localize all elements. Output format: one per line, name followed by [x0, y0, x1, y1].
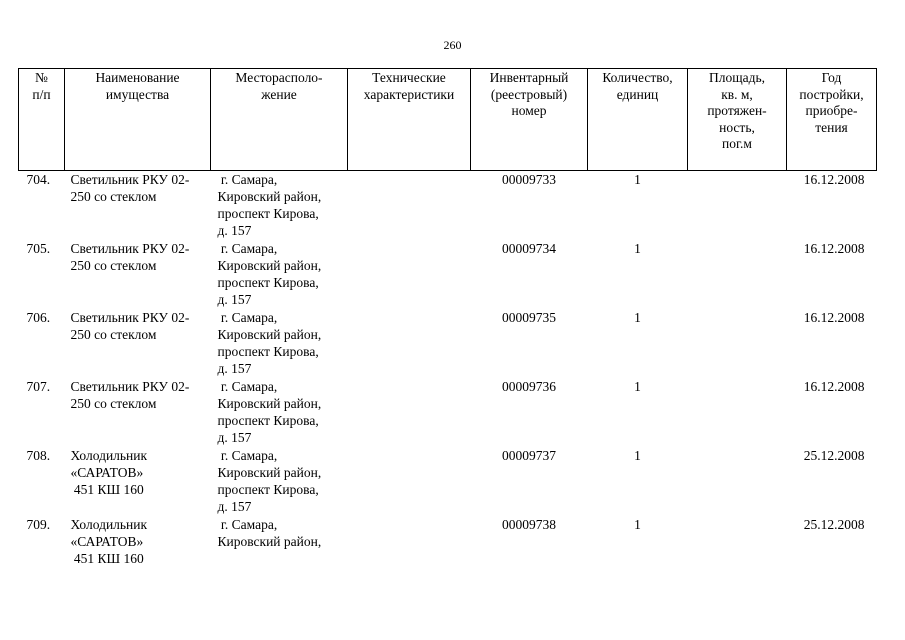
header-year: Год постройки, приобре- тения	[787, 69, 877, 171]
item-inventory-number: 00009737	[502, 448, 556, 463]
item-area	[688, 309, 787, 378]
item-technical	[348, 378, 471, 447]
item-date: 25.12.2008	[803, 448, 865, 463]
item-quantity: 1	[634, 310, 641, 325]
item-date: 16.12.2008	[803, 310, 865, 325]
header-quantity: Количество, единиц	[588, 69, 688, 171]
row-number: 706.	[26, 310, 51, 325]
header-number: № п/п	[19, 69, 65, 171]
header-inventory: Инвентарный (реестровый) номер	[471, 69, 588, 171]
item-quantity: 1	[634, 448, 641, 463]
item-location: г. Самара, Кировский район, проспект Кирова, д. 157	[217, 310, 322, 376]
item-quantity: 1	[634, 517, 641, 532]
property-table	[18, 68, 877, 585]
item-date: 16.12.2008	[803, 379, 865, 394]
table-row	[19, 378, 877, 447]
table-row	[19, 171, 877, 241]
row-number: 708.	[26, 448, 51, 463]
item-inventory-number: 00009733	[502, 172, 556, 187]
item-date: 16.12.2008	[803, 241, 865, 256]
table-row	[19, 309, 877, 378]
item-location: г. Самара, Кировский район, проспект Кирова, д. 157	[217, 448, 322, 514]
item-location: г. Самара, Кировский район, проспект Кирова, д. 157	[217, 241, 322, 307]
item-name: Светильник РКУ 02- 250 со стеклом	[70, 172, 190, 204]
row-number: 705.	[26, 241, 51, 256]
item-inventory-number: 00009736	[502, 379, 556, 394]
header-name: Наименование имущества	[65, 69, 211, 171]
item-area	[688, 240, 787, 309]
table-header-row	[19, 69, 877, 171]
row-number: 704.	[26, 172, 51, 187]
item-area	[688, 447, 787, 516]
header-technical: Технические характеристики	[348, 69, 471, 171]
item-inventory-number: 00009735	[502, 310, 556, 325]
item-name: Светильник РКУ 02- 250 со стеклом	[70, 379, 190, 411]
item-quantity: 1	[634, 379, 641, 394]
item-area	[688, 516, 787, 585]
item-name: Холодильник «САРАТОВ» 451 КШ 160	[70, 517, 148, 566]
item-technical	[348, 171, 471, 241]
item-technical	[348, 447, 471, 516]
header-location: Месторасполо- жение	[211, 69, 348, 171]
item-technical	[348, 516, 471, 585]
table-row	[19, 447, 877, 516]
item-location: г. Самара, Кировский район, проспект Кирова, д. 157	[217, 172, 322, 238]
item-area	[688, 378, 787, 447]
item-name: Светильник РКУ 02- 250 со стеклом	[70, 310, 190, 342]
item-date: 25.12.2008	[803, 517, 865, 532]
item-area	[688, 171, 787, 241]
item-name: Холодильник «САРАТОВ» 451 КШ 160	[70, 448, 148, 497]
item-quantity: 1	[634, 172, 641, 187]
item-quantity: 1	[634, 241, 641, 256]
item-date: 16.12.2008	[803, 172, 865, 187]
item-technical	[348, 240, 471, 309]
page-number: 260	[443, 38, 462, 52]
item-inventory-number: 00009734	[502, 241, 556, 256]
item-location: г. Самара, Кировский район,	[217, 517, 322, 549]
item-technical	[348, 309, 471, 378]
header-area: Площадь, кв. м, протяжен- ность, пог.м	[688, 69, 787, 171]
item-location: г. Самара, Кировский район, проспект Кирова, д. 157	[217, 379, 322, 445]
table-row	[19, 240, 877, 309]
item-inventory-number: 00009738	[502, 517, 556, 532]
item-name: Светильник РКУ 02- 250 со стеклом	[70, 241, 190, 273]
row-number: 707.	[26, 379, 51, 394]
row-number: 709.	[26, 517, 51, 532]
table-row	[19, 516, 877, 585]
